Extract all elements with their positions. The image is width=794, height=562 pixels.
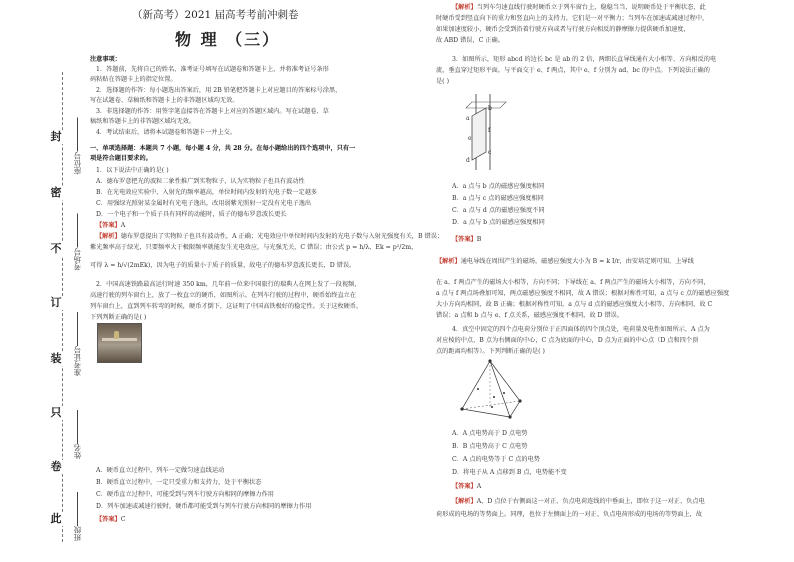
question-stem: 是( ) bbox=[436, 78, 449, 85]
train-coin-photo bbox=[97, 323, 142, 363]
point-a bbox=[477, 388, 479, 390]
seal-char: 密 bbox=[50, 186, 62, 199]
analysis-line: 时硬币受到竖直向下的重力和竖直向上的支持力，它们是一对平衡力；当列车在加速或减速过程中， bbox=[436, 15, 709, 22]
option: D．列车加速或减速行驶时，硬币都可能受到与列车行驶方向相同的摩擦力作用 bbox=[96, 503, 312, 510]
analysis-line: 在 a、f 两点产生的磁场大小相等，方向不同；下导线在 a、f 两点产生的磁场大小相等，方向不同， bbox=[436, 279, 710, 286]
option: C．A 点的电势等于 C 点的电势 bbox=[452, 456, 540, 463]
option: D．一个电子和一个质子具有同样的动能时，质子的德布罗意波长更长 bbox=[96, 211, 287, 218]
question-stem: 2．中国高速铁路最高运行时速 350 km，几年前一位来中国旅行的瑞典人在网上发了一段视频， bbox=[96, 281, 361, 288]
answer-line: 【答案】A bbox=[452, 483, 482, 490]
option: A．A 点电势高于 D 点电势 bbox=[452, 430, 528, 437]
point-c bbox=[491, 406, 493, 408]
question-stem: 点的距离均相等）。下列判断正确的是( ) bbox=[436, 348, 545, 355]
seal-char: 只 bbox=[50, 406, 62, 419]
option: A．a 点与 b 点的磁感应强度相同 bbox=[452, 183, 545, 190]
rectangle-abcd bbox=[472, 108, 486, 160]
exam-title: 物 理 （三） bbox=[175, 30, 281, 49]
notes-line: 码粘贴在答题卡上的指定位置。 bbox=[90, 76, 177, 83]
option: A．硬币直立过程中，列车一定做匀速直线运动 bbox=[96, 467, 225, 474]
answer-line: 【答案】B bbox=[452, 236, 482, 243]
seal-char: 卷 bbox=[50, 460, 62, 473]
question-stem: 1．以下说法中正确的是( ) bbox=[96, 167, 169, 174]
notes-heading: 注意事项： bbox=[90, 56, 121, 63]
option: B．在光电效应实验中，入射光的频率越高，单位时间内发射的光电子数一定越多 bbox=[96, 189, 318, 196]
rectangle-wires-figure bbox=[446, 90, 516, 175]
notes-line: 2．选择题的作答：每小题选出答案后，用 2B 铅笔把答题卡上对应题目的答案标号涂黑， bbox=[96, 87, 342, 94]
class-field[interactable]: 班级 bbox=[72, 492, 83, 541]
section-heading: 一、单项选择题：本题共 7 小题，每小题 4 分，共 28 分。在每小题给出的四个选项中，只有一 bbox=[90, 145, 356, 152]
option: B．B 点电势高于 C 点电势 bbox=[452, 443, 528, 450]
binding-strip bbox=[0, 0, 86, 562]
option: C．a 点与 d 点的磁感应强度不同 bbox=[452, 207, 545, 214]
photo-coin bbox=[114, 331, 119, 339]
photo-windowsill bbox=[102, 338, 137, 341]
analysis-line: 大小方向均相同，故 B 正确；根据对称性可知，a 点与 d 点的磁感应强度大小相等，方向相同，故 C bbox=[436, 301, 713, 308]
question-stem: 列车窗台上，直到列车转弯的时候，硬币才倒下，这证明了中国高铁极好的稳定性。关于这枚硬币， bbox=[90, 303, 363, 310]
question-stem: 流，垂直穿过矩形平面，与平面交于 e、f 两点，其中 e、f 分别为 ad、bc 的中点。下列说法正确的 bbox=[436, 67, 710, 74]
tetrahedron-hidden-edge bbox=[462, 401, 520, 409]
charge-top bbox=[488, 359, 491, 362]
tetrahedron-figure bbox=[456, 357, 526, 425]
analysis-line: 荷形成的电场的等势面上。同理，也位于左侧面上的一对正、负点电荷形成的电场的等势面上，故 bbox=[436, 511, 703, 518]
seal-char: 不 bbox=[50, 242, 62, 255]
charge-left bbox=[460, 407, 463, 410]
option: C．硬币直立过程中，可能受到与列车行驶方向相同的摩擦力作用 bbox=[96, 491, 274, 498]
analysis-line: 【解析】德布罗意提出了实物粒子也具有波动性，A 正确；光电效应中单位时间内发射的光电子数与入射光强度有关，B 错误； bbox=[96, 233, 444, 240]
label-e: e bbox=[468, 135, 472, 142]
charge-right bbox=[518, 399, 521, 402]
analysis-line: 如果加速度较小，硬币会受到沿着行驶方向或者与行驶方向相反的静摩擦力提供硬币加速度， bbox=[436, 26, 690, 33]
seal-char: 订 bbox=[50, 296, 62, 309]
section-heading: 项是符合题目要求的。 bbox=[90, 155, 152, 162]
exam-subtitle: （新高考）2021 届高考考前冲刺卷 bbox=[132, 9, 299, 21]
seal-char: 装 bbox=[50, 352, 62, 365]
option: D．将电子从 A 点移到 B 点，电势能不变 bbox=[452, 469, 567, 476]
question-stem: 对应棱的中点，B 点为右侧面的中心，C 点为底面的中心，D 点为正面的中心点（D 点和四个顶 bbox=[436, 337, 699, 344]
plane-top bbox=[466, 102, 506, 108]
label-b: b bbox=[488, 105, 492, 112]
tetrahedron-outline bbox=[462, 361, 520, 417]
label-c: c bbox=[488, 149, 492, 156]
seal-char: 此 bbox=[50, 512, 62, 525]
option: C．用强绿光照射某金属时有光电子逸出，改用弱紫光照射一定没有光电子逸出 bbox=[96, 200, 312, 207]
point-d bbox=[493, 396, 495, 398]
analysis-line: a 点与 f 两点场叠加可知，两点磁感应强度不相同，故 A 错误；根据对称性可知，a 点与 c 点的磁感应强度 bbox=[436, 290, 730, 297]
label-d: d bbox=[466, 157, 470, 164]
analysis-line: 错误；a 点和 b 点与 e、f 点关系，磁感应强度不相同，故 D 错误。 bbox=[436, 312, 624, 319]
analysis-line: 【解析】当列车匀速直线行驶时硬币立于列车窗台上，稳稳当当，说明硬币处于平衡状态，此 bbox=[452, 4, 706, 11]
analysis-line: 【解析】通电导线在周围产生的磁场，磁感应强度大小为 B = k I/r，由安培定则可知，上导线 bbox=[436, 258, 694, 265]
seal-char: 封 bbox=[50, 130, 62, 143]
name-field[interactable]: 姓名 bbox=[72, 410, 83, 459]
analysis-line: 紫光频率高于绿光，只要频率大于极限频率就能发生光电效应，与光强无关，C 错误；由公式 p = h/λ，Ek = p²/2m， bbox=[90, 244, 418, 251]
notes-line: 写在试题卷、草稿纸和答题卡上的非答题区域均无效。 bbox=[90, 97, 239, 104]
exam-room-field[interactable]: 考场号 bbox=[72, 214, 83, 271]
answer-line: 【答案】A bbox=[96, 222, 126, 229]
option: D．a 点与 b 点的磁感应强度相同 bbox=[452, 219, 545, 226]
notes-line: 3．非选择题的作答：用签字笔直接答在答题卡上对应的答题区域内。写在试题卷、草 bbox=[96, 108, 329, 115]
analysis-line: 【解析】A、D 点位于右侧面这一对正、负点电荷连线的中垂面上，即位于这一对正、负点电 bbox=[452, 498, 705, 505]
admission-ticket-field[interactable]: 准考证号 bbox=[72, 312, 83, 376]
label-f: f bbox=[488, 127, 491, 134]
tetrahedron-edge bbox=[490, 361, 510, 417]
point-b bbox=[503, 392, 505, 394]
notes-line: 1．答题前，先将自己的姓名、准考证号填写在试题卷和答题卡上，并将准考证号条形 bbox=[96, 66, 329, 73]
answer-line: 【答案】C bbox=[96, 516, 126, 523]
option: B．硬币直立过程中，一定只受重力和支持力，处于平衡状态 bbox=[96, 479, 262, 486]
notes-line: 4．考试结束后，请将本试题卷和答题卡一并上交。 bbox=[96, 129, 237, 136]
seat-number-field[interactable]: 座位号 bbox=[72, 118, 83, 175]
question-stem: 高速行驶的列车窗台上，放了一枚直立的硬币，如图所示。在列车行驶的过程中，硬币始终直立在 bbox=[90, 292, 357, 299]
analysis-line: 故 ABD 错误，C 正确。 bbox=[436, 37, 504, 44]
question-stem: 4．真空中固定的四个点电荷分别位于正四面体的四个顶点处，电荷量及电性如图所示，A 点为 bbox=[452, 326, 710, 333]
option: B．a 点与 c 点的磁感应强度相同 bbox=[452, 195, 544, 202]
question-stem: 3．如图所示，矩形 abcd 的边长 bc 是 ab 的 2 倍，两细长直导线通有大小相等、方向相反的电 bbox=[452, 56, 717, 63]
notes-line: 稿纸和答题卡上的非答题区域均无效。 bbox=[90, 118, 196, 125]
option: A．德布罗意把光的波粒二象性推广到实物粒子，认为实物粒子也具有波动性 bbox=[96, 178, 305, 185]
charge-front bbox=[508, 415, 511, 418]
analysis-line: 可得 λ = h/√(2mEk)，因为电子的质量小于质子的质量，故电子的德布罗意波长更长，D 错误。 bbox=[90, 262, 356, 269]
question-stem: 下列判断正确的是( ) bbox=[90, 314, 147, 321]
label-a: a bbox=[466, 115, 470, 122]
